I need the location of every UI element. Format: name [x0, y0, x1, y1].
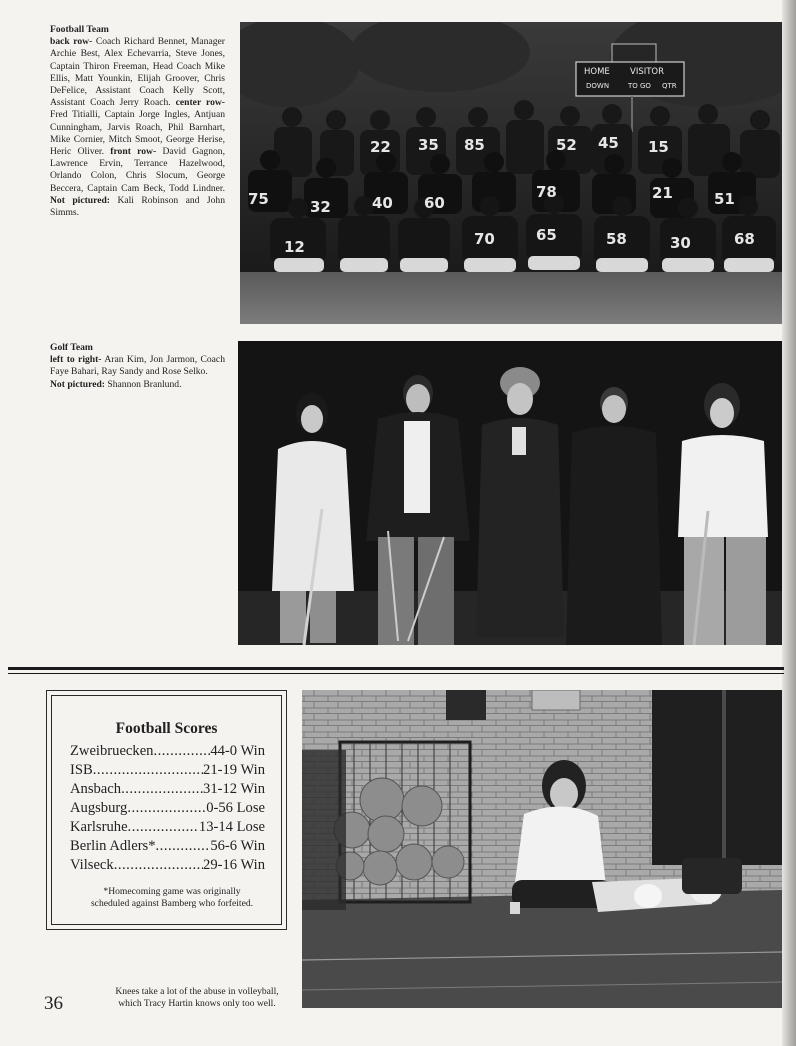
score-leader-dots — [114, 856, 203, 875]
golf-order-label: left to right- — [50, 354, 102, 366]
score-team: Berlin Adlers* — [70, 838, 156, 854]
football-not-pictured-label: Not pictured: — [50, 194, 111, 206]
scoreboard-down: DOWN — [586, 82, 610, 90]
score-leader-dots — [121, 780, 203, 799]
scores-footnote-line1: *Homecoming game was originally — [103, 886, 241, 897]
score-team: Zweibruecken — [70, 743, 154, 759]
scores-footnote — [72, 886, 272, 910]
score-result: 56-6 Win — [210, 838, 265, 854]
svg-text:22: 22 — [370, 138, 391, 156]
svg-text:12: 12 — [284, 238, 305, 256]
football-team-photo — [240, 22, 782, 324]
score-leader-dots — [93, 761, 203, 780]
golf-team-heading: Golf Team — [50, 342, 93, 353]
score-team: Vilseck — [70, 857, 114, 873]
svg-text:75: 75 — [248, 190, 269, 208]
svg-text:35: 35 — [418, 136, 439, 154]
scoreboard-home: HOME — [584, 67, 610, 77]
score-result: 29-16 Win — [203, 857, 265, 873]
football-scores-title: Football Scores — [115, 720, 218, 737]
svg-text:45: 45 — [598, 134, 619, 152]
scoreboard-visitor: VISITOR — [630, 67, 665, 77]
back-row-label: back row- — [50, 36, 93, 48]
score-team: Augsburg — [70, 800, 128, 816]
svg-text:60: 60 — [424, 194, 445, 212]
score-result: 21-19 Win — [203, 762, 265, 778]
score-leader-dots — [128, 818, 199, 837]
book-spine-shadow — [782, 0, 796, 1046]
section-rule-bottom — [8, 673, 784, 674]
score-leader-dots — [156, 837, 211, 856]
svg-text:30: 30 — [670, 234, 691, 252]
football-scores-inner-border — [51, 695, 282, 925]
svg-text:68: 68 — [734, 230, 755, 248]
volleyball-caption-line2: which Tracy Hartin knows only too well. — [118, 998, 276, 1010]
scoreboard-to-go: TO GO — [628, 82, 651, 90]
center-row-names: Fred Titialli, Captain Jorge Ingles, Antjuan Cunningham, Jarvis Roach, Phil Barnhart, Mike Cornier, Mitch Smoot, George Herise, Heric Oliver. — [50, 109, 225, 158]
football-scores-box — [46, 690, 287, 930]
svg-text:15: 15 — [648, 138, 669, 156]
score-row — [70, 761, 265, 780]
page-number: 36 — [44, 993, 63, 1014]
golf-not-pictured-names: Shannon Branlund. — [107, 378, 182, 390]
volleyball-photo — [302, 690, 782, 1008]
volleyball-caption-line1: Knees take a lot of the abuse in volleyball, — [115, 986, 279, 997]
score-result: 0-56 Lose — [206, 800, 265, 816]
back-row-names: Coach Richard Bennet, Manager Archie Best, Alex Echevarria, Steve Jones, Captain Thiron Freeman, Head Coach Mike Ellis, Matt Younkin, Elijah Groover, Chris DeFelice, Assistant Coach Kelly Scott, Assistant Coach Jerry Roach. — [50, 36, 225, 109]
score-row — [70, 818, 265, 837]
golf-team-photo — [238, 341, 782, 645]
score-row — [70, 799, 265, 818]
score-team: Ansbach — [70, 781, 122, 797]
volleyball-caption — [97, 986, 297, 1011]
svg-text:85: 85 — [464, 136, 485, 154]
svg-text:58: 58 — [606, 230, 627, 248]
football-not-pictured-names: Kali Robinson and John Simms. — [50, 194, 225, 219]
svg-text:70: 70 — [474, 230, 495, 248]
scoreboard-qtr: QTR — [662, 82, 677, 90]
football-team-caption — [50, 24, 225, 219]
golf-team-caption — [50, 342, 225, 391]
svg-text:40: 40 — [372, 194, 393, 212]
score-result: 13-14 Lose — [198, 819, 265, 835]
score-team: Karlsruhe — [70, 819, 128, 835]
svg-text:21: 21 — [652, 184, 673, 202]
football-team-heading: Football Team — [50, 24, 109, 35]
golf-not-pictured-label: Not pictured: — [50, 378, 105, 390]
svg-text:65: 65 — [536, 226, 557, 244]
score-row — [70, 856, 265, 875]
section-rule-top — [8, 667, 784, 670]
score-result: 31-12 Win — [203, 781, 265, 797]
score-leader-dots — [153, 742, 210, 761]
svg-text:51: 51 — [714, 190, 735, 208]
golf-order-names: Aran Kim, Jon Jarmon, Coach Faye Bahari, Ray Sandy and Rose Selko. — [50, 354, 225, 378]
score-row — [70, 780, 265, 799]
score-team: ISB — [70, 762, 93, 778]
front-row-label: front row- — [110, 146, 157, 158]
score-row — [70, 837, 265, 856]
score-row — [70, 742, 265, 761]
center-row-label: center row- — [175, 97, 225, 109]
svg-text:52: 52 — [556, 136, 577, 154]
front-row-names: David Gagnon, Lawrence Ervin, Terrance Hazelwood, Orlando Colon, Chris Slocum, George Beccera, Captain Cam Beck, Todd Lindner. — [50, 146, 225, 194]
svg-text:78: 78 — [536, 183, 557, 201]
score-result: 44-0 Win — [210, 743, 265, 759]
score-leader-dots — [127, 799, 206, 818]
scoreboard-labels — [578, 64, 684, 96]
svg-text:32: 32 — [310, 198, 331, 216]
scores-footnote-line2: scheduled against Bamberg who forfeited. — [90, 898, 254, 909]
